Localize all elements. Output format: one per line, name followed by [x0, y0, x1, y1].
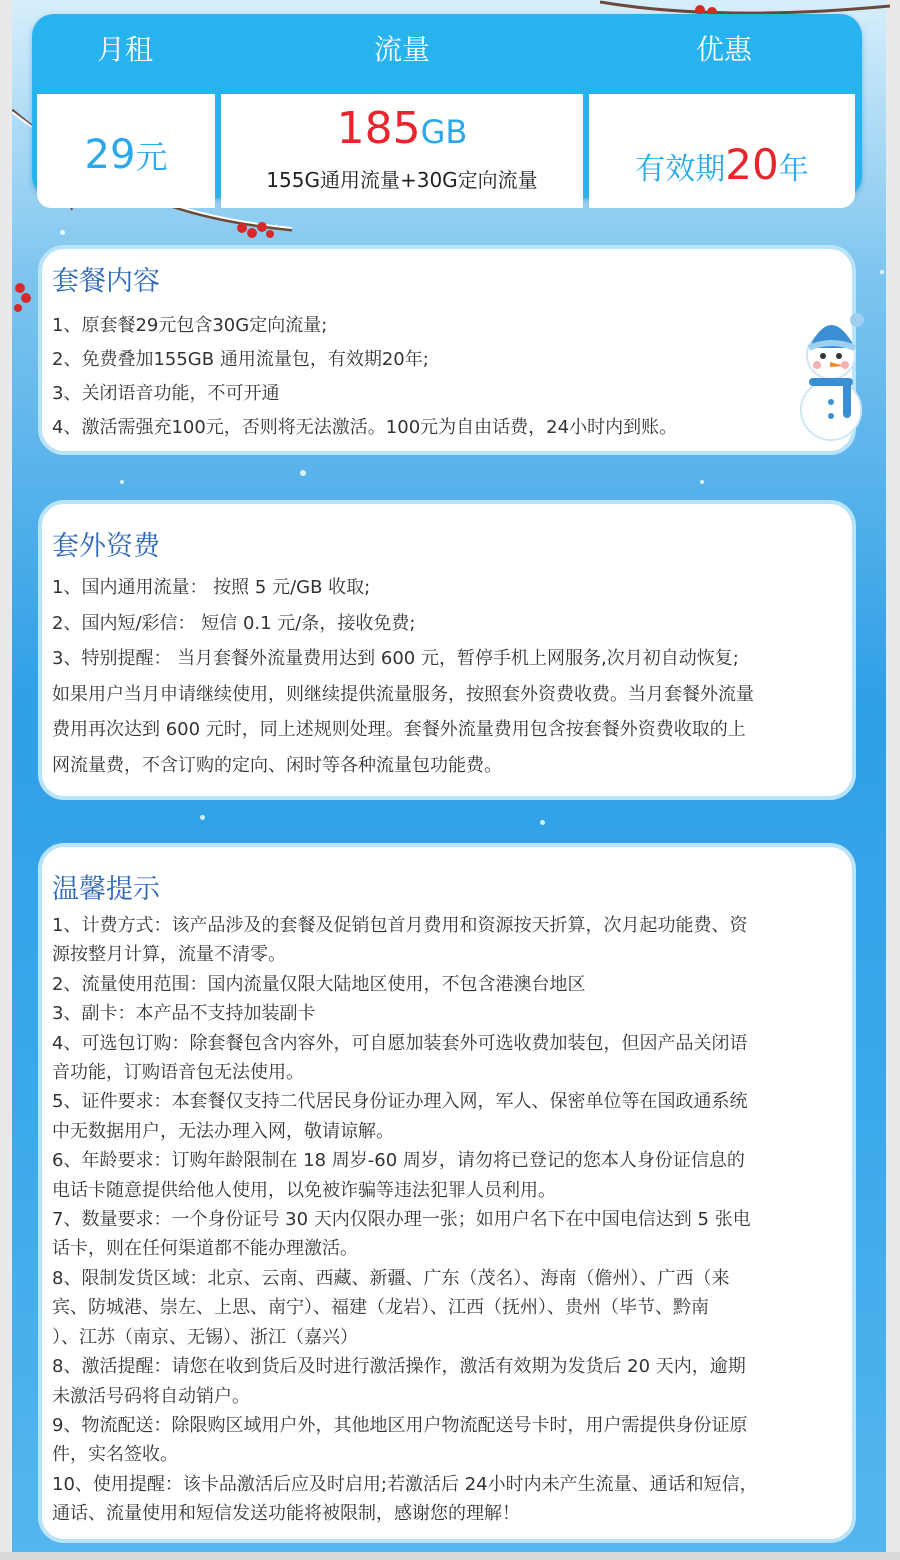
- data-detail: 155G通用流量+30G定向流量: [266, 168, 538, 192]
- list-item: 音功能，订购语音包无法使用。: [52, 1062, 304, 1084]
- list-item: 9、物流配送：除限购区域用户外，其他地区用户物流配送号卡时，用户需提供身份证原: [52, 1414, 748, 1436]
- list-item: 3、特别提醒： 当月套餐外流量费用达到 600 元，暂停手机上网服务,次月初自动恢复;: [52, 648, 739, 669]
- data-unit: GB: [420, 113, 468, 151]
- list-item: 1、原套餐29元包含30G定向流量;: [52, 315, 328, 336]
- list-item: 5、证件要求：本套餐仅支持二代居民身份证办理入网，军人、保密单位等在国政通系统: [52, 1091, 748, 1113]
- tips-list: [52, 911, 838, 1529]
- list-item: 10、使用提醒：该卡品激活后应及时启用;若激活后 24小时内未产生流量、通话和短信，: [52, 1473, 758, 1495]
- list-item: 网流量费，不含订购的定向、闲时等各种流量包功能费。: [52, 754, 502, 776]
- header-monthly-fee: 月租: [96, 33, 153, 66]
- list-item: 4、激活需强充100元，否则将无法激活。100元为自由话费，24小时内到账。: [52, 417, 678, 438]
- left-frame: [0, 0, 12, 1560]
- offer-cell: [589, 94, 855, 208]
- list-item: 8、限制发货区域：北京、云南、西藏、新疆、广东（茂名）、海南（儋州）、广西（来: [52, 1267, 730, 1289]
- list-item: 未激活号码将自动销户。: [52, 1385, 250, 1407]
- list-item: 宾、防城港、崇左、上思、南宁）、福建（龙岩）、江西（抚州）、贵州（毕节、黔南: [52, 1297, 709, 1319]
- data-cell: [221, 94, 583, 208]
- list-item: 件，实名签收。: [52, 1444, 178, 1466]
- extra-fees-card: [38, 500, 856, 800]
- list-item: 1、国内通用流量： 按照 5 元/GB 收取;: [52, 577, 371, 598]
- list-item: 中无数据用户，无法办理入网，敬请谅解。: [52, 1120, 394, 1142]
- monthly-fee-amount: 29: [84, 132, 136, 178]
- list-item: 7、数量要求：一个身份证号 30 天内仅限办理一张；如用户名下在中国电信达到 5 张电: [52, 1209, 751, 1231]
- snowflake: [120, 480, 124, 484]
- snowman-icon: [795, 310, 871, 450]
- tips-title: 温馨提示: [52, 874, 160, 905]
- price-table-header: [32, 14, 862, 84]
- list-item: 3、副卡：本产品不支持加装副卡: [52, 1003, 316, 1025]
- list-item: ）、江苏（南京、无锡）、浙江（嘉兴）: [52, 1326, 358, 1348]
- list-item: 1、计费方式：该产品涉及的套餐及促销包首月费用和资源按天折算，次月起功能费、资: [52, 915, 748, 936]
- data-value: [221, 104, 583, 157]
- offer-suffix: 年: [778, 152, 809, 187]
- bottom-frame: [0, 1552, 900, 1560]
- list-item: 2、流量使用范围：国内流量仅限大陆地区使用，不包含港澳台地区: [52, 973, 586, 995]
- package-content-title: 套餐内容: [52, 266, 160, 297]
- list-item: 通话、流量使用和短信发送功能将被限制，感谢您的理解！: [52, 1503, 520, 1525]
- list-item: 如果用户当月申请继续使用，则继续提供流量服务，按照套外资费收费。当月套餐外流量: [52, 683, 754, 705]
- list-item: 2、国内短/彩信： 短信 0.1 元/条，接收免费;: [52, 612, 416, 634]
- offer-prefix: 有效期: [635, 152, 726, 187]
- extra-fees-list: [52, 570, 838, 783]
- list-item: 话卡，则在任何渠道都不能办理激活。: [52, 1238, 358, 1260]
- snowflake: [540, 820, 545, 825]
- offer-number: 20: [725, 140, 779, 189]
- list-item: 8、激活提醒：请您在收到货后及时进行激活操作，激活有效期为发货后 20 天内，逾期: [52, 1356, 746, 1378]
- list-item: 2、免费叠加155GB 通用流量包，有效期20年;: [52, 349, 429, 370]
- right-frame: [886, 0, 900, 1560]
- list-item: 费用再次达到 600 元时，同上述规则处理。套餐外流量费用包含按套餐外资费收取的上: [52, 719, 746, 740]
- list-item: 源按整月计算，流量不清零。: [52, 944, 286, 966]
- tips-card: [38, 843, 856, 1543]
- snowflake: [300, 470, 306, 476]
- list-item: 6、年龄要求：订购年龄限制在 18 周岁-60 周岁，请勿将已登记的您本人身份证信息的: [52, 1150, 745, 1172]
- package-content-card: [38, 245, 856, 455]
- snowflake: [880, 270, 884, 274]
- snowflake: [200, 815, 205, 820]
- list-item: 电话卡随意提供给他人使用，以免被诈骗等违法犯罪人员利用。: [52, 1179, 556, 1201]
- list-item: 4、可选包订购：除套餐包含内容外，可自愿加装套外可选收费加装包，但因产品关闭语: [52, 1032, 748, 1054]
- snowflake: [700, 480, 704, 484]
- extra-fees-title: 套外资费: [52, 531, 160, 562]
- price-table: [32, 14, 862, 198]
- offer-value: [589, 140, 855, 189]
- monthly-fee-cell: [37, 94, 215, 208]
- list-item: 3、关闭语音功能，不可开通: [52, 383, 280, 404]
- monthly-fee-value: [37, 132, 215, 178]
- header-offer: 优惠: [695, 33, 752, 66]
- monthly-fee-unit: 元: [135, 138, 168, 176]
- data-amount: 185: [336, 103, 421, 154]
- package-content-list: [52, 309, 838, 445]
- header-data: 流量: [373, 33, 430, 66]
